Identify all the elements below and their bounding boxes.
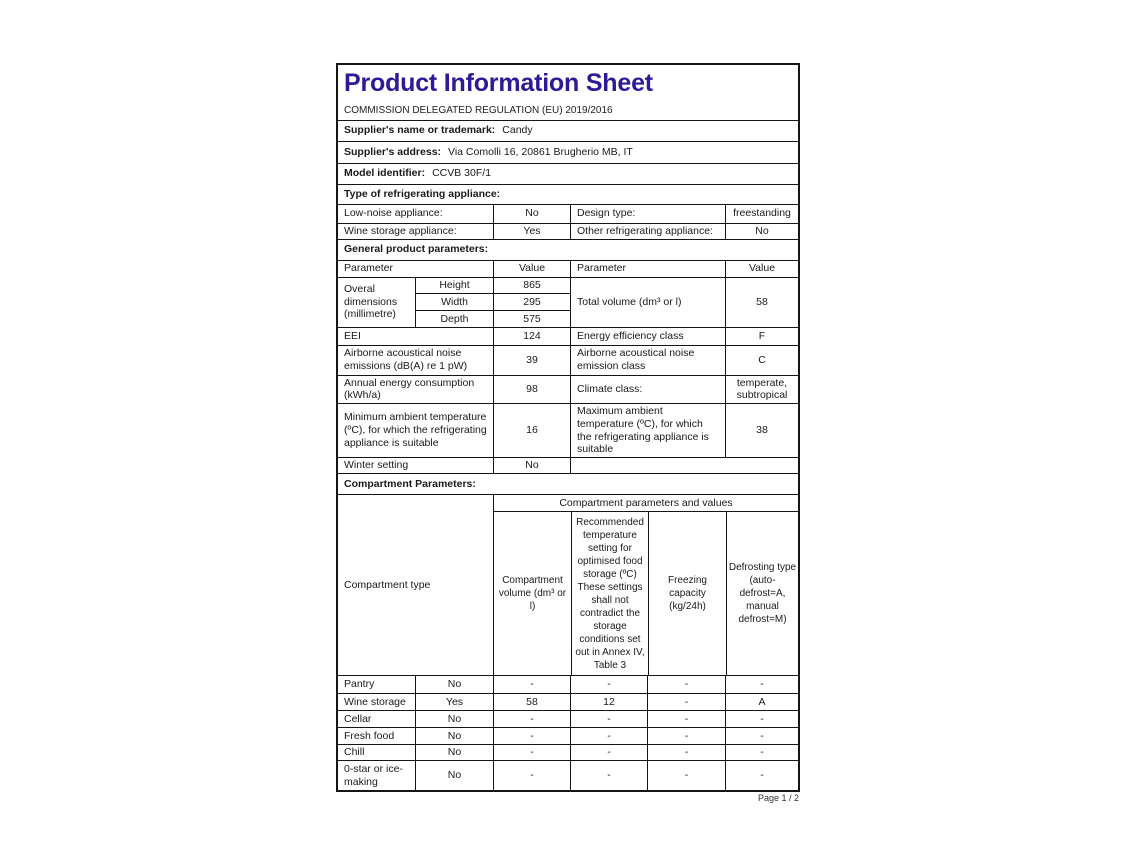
param-value: temperate, subtropical — [725, 376, 798, 404]
compartment-freezing: - — [647, 761, 725, 790]
table-header-row — [338, 260, 798, 277]
table-row — [338, 223, 798, 239]
supplier-name-cell — [338, 121, 798, 141]
compartment-type: Wine storage — [344, 695, 406, 708]
param-label: Climate class: — [570, 376, 725, 404]
param-value: 38 — [725, 404, 798, 457]
param-value: No — [725, 224, 798, 239]
compartment-section-heading-row — [338, 473, 798, 494]
param-label: Airborne acoustical noise emissions (dB(A) re 1 pW) — [344, 347, 468, 372]
compartment-type: Pantry — [344, 678, 375, 691]
compartment-freezing: - — [647, 676, 725, 693]
model-identifier-cell — [338, 164, 798, 184]
page-number: Page 1 / 2 — [757, 793, 799, 804]
table-row — [338, 403, 798, 457]
column-header: Parameter — [570, 261, 725, 277]
param-value: F — [725, 328, 798, 345]
supplier-name-value: Candy — [502, 124, 533, 137]
compartment-temperature: - — [570, 761, 647, 790]
compartment-defrost: - — [725, 711, 798, 727]
compartment-defrost: - — [725, 728, 798, 744]
dimensions-row — [338, 277, 798, 327]
compartment-volume: - — [493, 711, 570, 727]
compartment-type: 0-star or ice-making — [344, 762, 403, 788]
table-row — [415, 293, 570, 310]
column-header: Value — [725, 261, 798, 277]
compartment-defrost: - — [725, 745, 798, 760]
table-row — [338, 327, 798, 345]
supplier-name-row — [338, 120, 798, 141]
column-header-compartment-type: Compartment type — [344, 578, 431, 591]
param-value: 124 — [493, 328, 570, 345]
product-information-sheet — [336, 63, 800, 803]
param-value: No — [493, 205, 570, 223]
compartment-present: No — [415, 711, 493, 727]
table-row — [338, 204, 798, 223]
compartment-present: No — [415, 745, 493, 760]
compartment-temperature: - — [570, 728, 647, 744]
dimension-name: Height — [415, 278, 493, 294]
page-title: Product Information Sheet — [344, 69, 653, 97]
compartment-header-right — [493, 495, 798, 675]
compartment-volume: - — [493, 676, 570, 693]
compartment-section-heading: Compartment Parameters: — [344, 477, 476, 490]
compartment-volume: 58 — [493, 694, 570, 710]
dimension-value: 575 — [493, 311, 570, 327]
column-header-freezing: Freezing capacity (kg/24h) — [648, 512, 726, 675]
model-identifier-value: CCVB 30F/1 — [432, 167, 492, 180]
param-label: Low-noise appliance: — [344, 207, 443, 220]
compartment-present: No — [415, 761, 493, 790]
param-label: Minimum ambient temperature (ºC), for which the refrigerating appliance is suitable — [344, 411, 487, 450]
winter-setting-row — [338, 457, 798, 473]
param-label: Maximum ambient temperature (ºC), for which the refrigerating appliance is suitable — [570, 404, 725, 457]
table-row — [338, 710, 798, 727]
param-label: Airborne acoustical noise emission class — [570, 346, 725, 375]
compartment-present: Yes — [415, 694, 493, 710]
dimensions-subtable — [415, 278, 570, 327]
param-label: Total volume (dm³ or l) — [570, 278, 725, 327]
model-identifier-label: Model identifier: — [344, 167, 426, 180]
compartment-temperature: 12 — [570, 694, 647, 710]
compartment-freezing: - — [647, 745, 725, 760]
compartment-defrost: A — [725, 694, 798, 710]
dimension-value: 295 — [493, 294, 570, 310]
empty-cell — [570, 458, 798, 473]
title-block — [338, 65, 798, 120]
compartment-freezing: - — [647, 728, 725, 744]
param-value: 58 — [725, 278, 798, 327]
general-section-heading-row — [338, 239, 798, 260]
compartment-band-header: Compartment parameters and values — [494, 495, 798, 512]
table-row — [338, 675, 798, 693]
param-label: Energy efficiency class — [570, 328, 725, 345]
compartment-temperature: - — [570, 711, 647, 727]
param-label: Wine storage appliance: — [344, 224, 457, 237]
general-section-heading: General product parameters: — [344, 243, 489, 256]
param-value: 98 — [493, 376, 570, 404]
document-page — [336, 63, 800, 792]
table-row — [338, 375, 798, 404]
table-row — [338, 693, 798, 710]
param-label: Design type: — [570, 205, 725, 223]
supplier-address-cell — [338, 142, 798, 163]
compartment-present: No — [415, 676, 493, 693]
compartment-temperature: - — [570, 676, 647, 693]
model-identifier-row — [338, 163, 798, 184]
param-label: EEI — [344, 329, 361, 342]
compartment-present: No — [415, 728, 493, 744]
param-value: 16 — [493, 404, 570, 457]
compartment-type: Cellar — [344, 712, 372, 725]
param-label: Winter setting — [344, 459, 409, 472]
compartment-header-block — [338, 494, 798, 675]
supplier-address-label: Supplier's address: — [344, 145, 442, 158]
dimension-name: Width — [415, 294, 493, 310]
param-value: Yes — [493, 224, 570, 239]
supplier-name-label: Supplier's name or trademark: — [344, 124, 496, 137]
param-value: C — [725, 346, 798, 375]
dimension-value: 865 — [493, 278, 570, 294]
type-section-heading: Type of refrigerating appliance: — [344, 187, 501, 200]
param-label: Other refrigerating appliance: — [570, 224, 725, 239]
column-header: Value — [493, 261, 570, 277]
dimensions-label: Overal dimensions (millimetre) — [344, 282, 398, 321]
table-row — [415, 278, 570, 294]
table-row — [338, 727, 798, 744]
param-value: 39 — [493, 346, 570, 375]
param-value: freestanding — [725, 205, 798, 223]
compartment-volume: - — [493, 728, 570, 744]
table-row — [338, 760, 798, 790]
compartment-defrost: - — [725, 761, 798, 790]
compartment-type: Fresh food — [344, 729, 395, 742]
dimension-name: Depth — [415, 311, 493, 327]
compartment-subheader-row — [494, 512, 798, 675]
supplier-address-row — [338, 141, 798, 163]
compartment-defrost: - — [725, 676, 798, 693]
compartment-volume: - — [493, 745, 570, 760]
column-header-defrost: Defrosting type (auto-defrost=A, manual defrost=M) — [726, 512, 798, 675]
regulation-subtitle: COMMISSION DELEGATED REGULATION (EU) 2019/2016 — [344, 104, 613, 116]
compartment-temperature: - — [570, 745, 647, 760]
table-row — [338, 345, 798, 375]
compartment-freezing: - — [647, 711, 725, 727]
column-header-volume: Compartment volume (dm³ or l) — [498, 575, 567, 613]
table-row — [415, 310, 570, 327]
type-section-heading-row — [338, 184, 798, 204]
param-value: No — [493, 458, 570, 473]
column-header: Parameter — [344, 262, 394, 275]
param-label: Annual energy consumption (kWh/a) — [344, 376, 475, 402]
compartment-volume: - — [493, 761, 570, 790]
compartment-type: Chill — [344, 746, 365, 759]
column-header-temperature: Recommended temperature setting for optimised food storage (ºC) These settings shall not contradict the storage conditions set out in Annex IV, Table 3 — [571, 512, 648, 675]
compartment-freezing: - — [647, 694, 725, 710]
supplier-address-value: Via Comolli 16, 20861 Brugherio MB, IT — [448, 145, 633, 158]
table-row — [338, 744, 798, 760]
